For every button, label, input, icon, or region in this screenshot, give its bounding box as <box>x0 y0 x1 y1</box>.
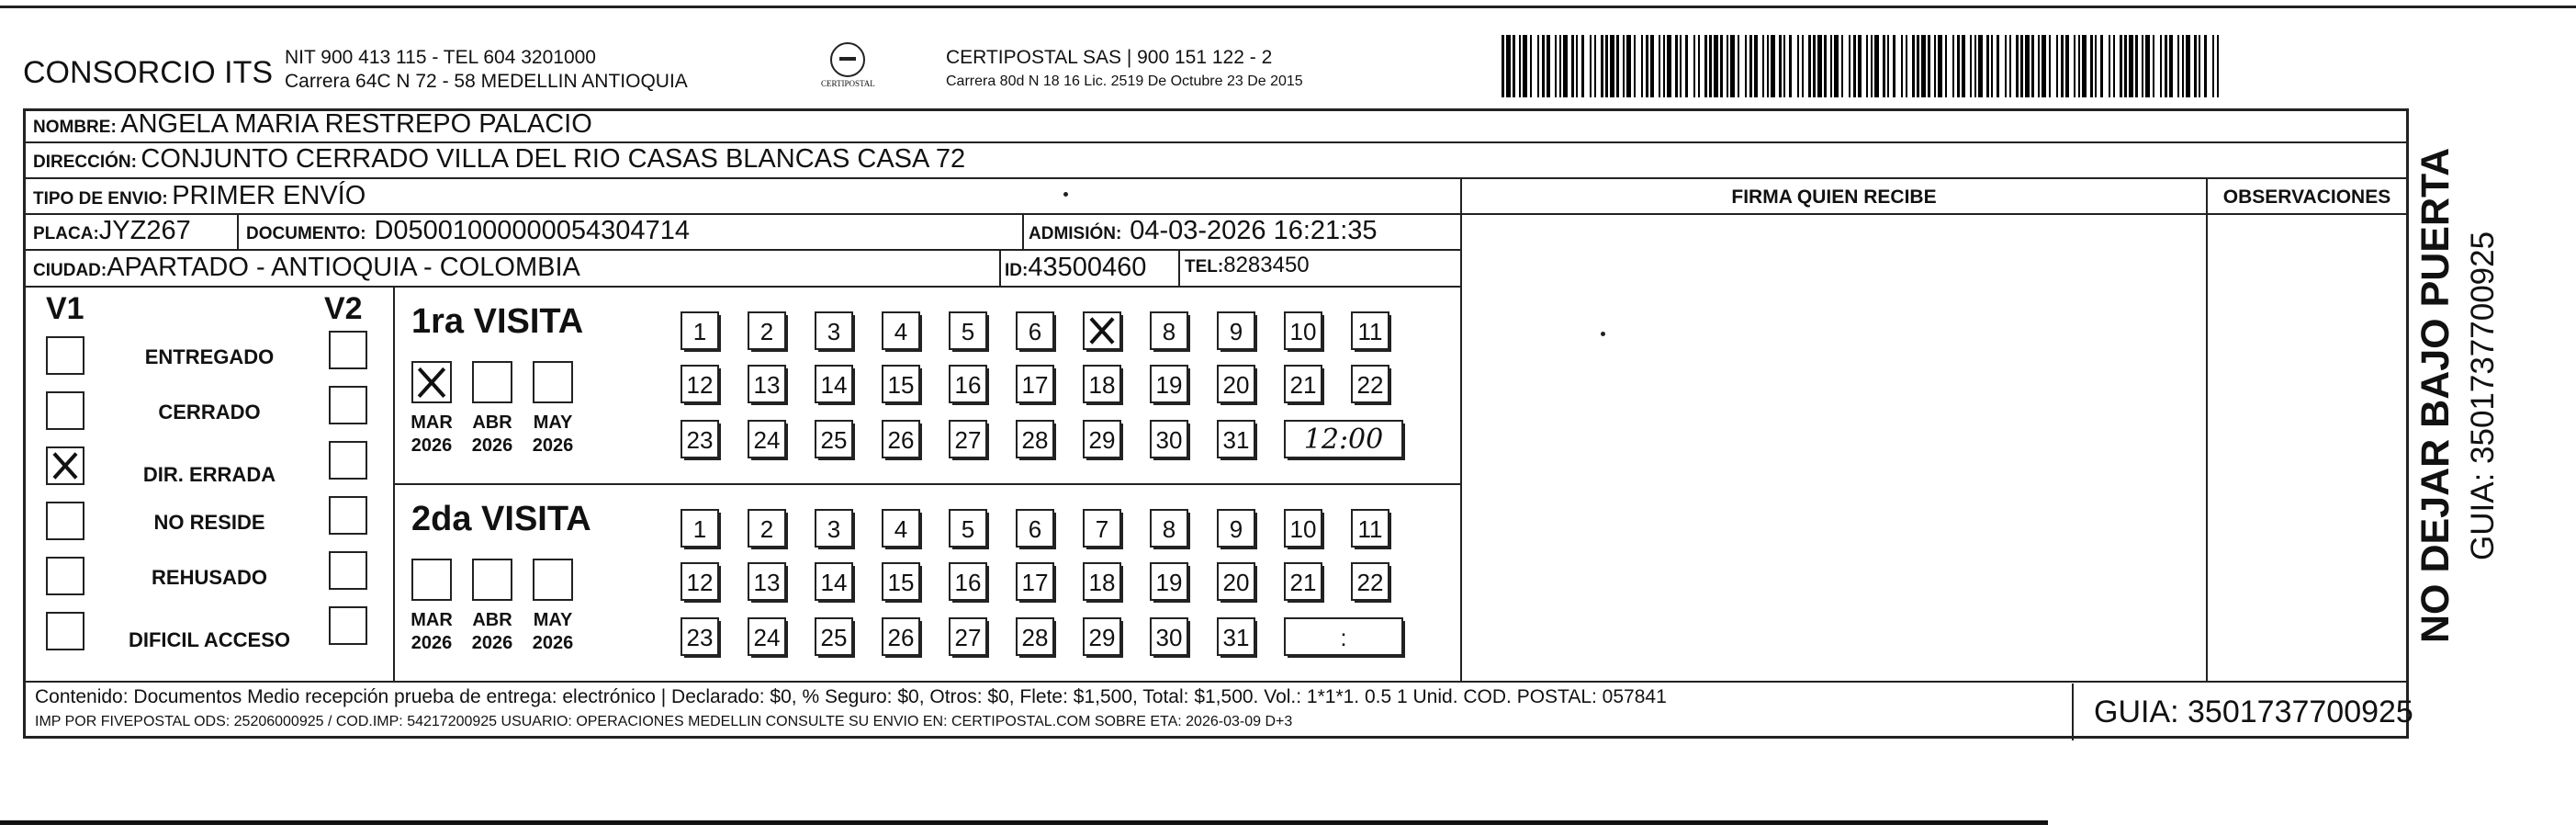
day-box[interactable]: 12 <box>681 365 719 403</box>
v2-header: V2 <box>324 291 363 326</box>
day-box[interactable]: 30 <box>1150 617 1188 656</box>
day-box[interactable]: 26 <box>882 420 920 458</box>
certipostal-line1: CERTIPOSTAL SAS | 900 151 122 - 2 <box>946 47 1273 68</box>
day-box[interactable]: 10 <box>1284 311 1322 350</box>
month-label: MAR 2026 <box>411 610 453 653</box>
barcode <box>1502 35 2227 97</box>
day-box[interactable]: 13 <box>748 365 786 403</box>
month-label: MAY 2026 <box>532 412 574 456</box>
day-box[interactable]: 2 <box>748 509 786 548</box>
day-box[interactable]: 5 <box>949 509 987 548</box>
day-box[interactable]: 23 <box>681 420 719 458</box>
nit-line: NIT 900 413 115 - TEL 604 3201000 <box>285 47 596 68</box>
day-box[interactable]: 8 <box>1150 509 1188 548</box>
day-box[interactable]: 18 <box>1083 562 1121 601</box>
x-mark-icon <box>51 452 79 480</box>
certipostal-info <box>946 46 1303 94</box>
nombre-field: NOMBRE: ANGELA MARIA RESTREPO PALACIO <box>33 109 592 139</box>
day-box[interactable]: 28 <box>1016 617 1054 656</box>
day-box[interactable]: 19 <box>1150 365 1188 403</box>
day-box[interactable]: 22 <box>1351 562 1389 601</box>
guia-number: GUIA: 3501737700925 <box>2094 695 2413 729</box>
v2-checkbox[interactable] <box>329 331 367 369</box>
day-box[interactable]: 6 <box>1016 311 1054 350</box>
v1-checkbox[interactable] <box>46 336 84 375</box>
day-box[interactable]: 15 <box>882 365 920 403</box>
company-name: CONSORCIO ITS <box>23 55 274 90</box>
direccion-field: DIRECCIÓN: CONJUNTO CERRADO VILLA DEL RIO CASAS BLANCAS CASA 72 <box>33 144 966 174</box>
day-box[interactable]: 26 <box>882 617 920 656</box>
documento-field: DOCUMENTO: D05001000000054304714 <box>246 216 690 245</box>
x-mark-icon <box>1088 317 1116 345</box>
day-box[interactable]: 30 <box>1150 420 1188 458</box>
time-box[interactable]: : <box>1284 617 1403 656</box>
day-box[interactable]: 4 <box>882 509 920 548</box>
day-box[interactable]: 21 <box>1284 365 1322 403</box>
day-box[interactable]: 22 <box>1351 365 1389 403</box>
v1-checkbox[interactable] <box>46 446 84 485</box>
v1-header: V1 <box>46 291 84 326</box>
day-box[interactable]: 27 <box>949 617 987 656</box>
day-box[interactable]: 1 <box>681 311 719 350</box>
certipostal-line2: Carrera 80d N 18 16 Lic. 2519 De Octubre 23 De 2015 <box>946 73 1303 89</box>
month-checkbox[interactable] <box>472 559 512 601</box>
day-box[interactable]: 29 <box>1083 617 1121 656</box>
day-box[interactable]: 24 <box>748 420 786 458</box>
visit-title: 2da VISITA <box>411 500 591 538</box>
status-label: ENTREGADO <box>144 345 275 368</box>
day-box[interactable]: 18 <box>1083 365 1121 403</box>
day-box[interactable]: 4 <box>882 311 920 350</box>
month-label: ABR 2026 <box>471 610 513 653</box>
day-box[interactable]: 9 <box>1217 509 1255 548</box>
month-checkbox[interactable] <box>472 361 512 403</box>
day-box[interactable]: 5 <box>949 311 987 350</box>
status-label: CERRADO <box>158 401 261 424</box>
visit-title: 1ra VISITA <box>411 302 584 341</box>
tipo-envio-field: TIPO DE ENVIO: PRIMER ENVÍO <box>33 181 366 210</box>
day-box[interactable]: 24 <box>748 617 786 656</box>
day-box[interactable]: 31 <box>1217 617 1255 656</box>
tel-field: TEL:8283450 <box>1185 253 1310 277</box>
month-label: MAR 2026 <box>411 412 453 456</box>
v2-checkbox[interactable] <box>329 551 367 590</box>
day-box[interactable]: 2 <box>748 311 786 350</box>
month-label: MAY 2026 <box>532 610 574 653</box>
day-box[interactable]: 23 <box>681 617 719 656</box>
side-guia: GUIA: 3501737700925 <box>2465 231 2501 560</box>
day-box[interactable]: 14 <box>815 365 853 403</box>
day-box[interactable]: 16 <box>949 365 987 403</box>
month-label: ABR 2026 <box>471 412 513 456</box>
month-checkbox[interactable] <box>411 361 452 403</box>
barcode-bar <box>2217 35 2219 97</box>
address-line: Carrera 64C N 72 - 58 MEDELLIN ANTIOQUIA <box>285 71 688 92</box>
day-box[interactable]: 27 <box>949 420 987 458</box>
firma-header: FIRMA QUIEN RECIBE <box>1731 186 1937 208</box>
day-box[interactable]: 31 <box>1217 420 1255 458</box>
ciudad-field: CIUDAD:APARTADO - ANTIOQUIA - COLOMBIA <box>33 253 580 282</box>
day-box[interactable]: 29 <box>1083 420 1121 458</box>
day-box[interactable]: 3 <box>815 311 853 350</box>
month-checkbox[interactable] <box>411 559 452 601</box>
day-box[interactable]: 19 <box>1150 562 1188 601</box>
status-label: DIFICIL ACCESO <box>128 628 290 651</box>
company-info <box>285 46 688 94</box>
id-field: ID:43500460 <box>1005 253 1147 282</box>
no-dejar-notice: NO DEJAR BAJO PUERTA <box>2413 147 2458 643</box>
day-box[interactable]: 17 <box>1016 365 1054 403</box>
observaciones-header: OBSERVACIONES <box>2222 186 2391 208</box>
v2-checkbox[interactable] <box>329 496 367 535</box>
day-box[interactable]: 8 <box>1150 311 1188 350</box>
day-box[interactable] <box>1083 311 1121 350</box>
day-box[interactable]: 10 <box>1284 509 1322 548</box>
v1-checkbox[interactable] <box>46 557 84 595</box>
guia-box <box>2072 683 2413 740</box>
v2-checkbox[interactable] <box>329 606 367 645</box>
day-box[interactable]: 11 <box>1351 509 1389 548</box>
day-box[interactable]: 15 <box>882 562 920 601</box>
time-box[interactable]: 12:00 <box>1284 420 1403 458</box>
day-box[interactable]: 16 <box>949 562 987 601</box>
v1-checkbox[interactable] <box>46 502 84 540</box>
month-checkbox[interactable] <box>533 361 573 403</box>
v2-checkbox[interactable] <box>329 386 367 424</box>
footer-content: Contenido: Documentos Medio recepción prueba de entrega: electrónico | Declarado: $0, % Seguro: $0, Otros: $0, Flete: $1,500, Total: $1,500. Vol.: 1*1*1. 0.5 1 Unid. COD. POSTAL: 057841 <box>35 686 1667 707</box>
day-box[interactable]: 14 <box>815 562 853 601</box>
day-box[interactable]: 1 <box>681 509 719 548</box>
bottom-rule <box>0 820 2048 825</box>
day-box[interactable]: 20 <box>1217 365 1255 403</box>
day-box[interactable]: 25 <box>815 617 853 656</box>
day-box[interactable]: 25 <box>815 420 853 458</box>
logo-text: CERTIPOSTAL <box>821 79 875 88</box>
day-box[interactable]: 6 <box>1016 509 1054 548</box>
month-checkbox[interactable] <box>533 559 573 601</box>
day-box[interactable]: 7 <box>1083 509 1121 548</box>
logo-icon <box>830 42 865 77</box>
day-box[interactable]: 17 <box>1016 562 1054 601</box>
v1-checkbox[interactable] <box>46 612 84 650</box>
status-label: REHUSADO <box>152 566 267 589</box>
top-rule <box>0 6 2576 8</box>
placa-field: PLACA:JYZ267 <box>33 216 191 245</box>
day-box[interactable]: 13 <box>748 562 786 601</box>
day-box[interactable]: 21 <box>1284 562 1322 601</box>
day-box[interactable]: 3 <box>815 509 853 548</box>
x-mark-icon <box>417 367 446 398</box>
v2-checkbox[interactable] <box>329 441 367 480</box>
day-box[interactable]: 12 <box>681 562 719 601</box>
day-box[interactable]: 20 <box>1217 562 1255 601</box>
delivery-form <box>23 108 2413 739</box>
day-box[interactable]: 11 <box>1351 311 1389 350</box>
admision-field: ADMISIÓN: 04-03-2026 16:21:35 <box>1029 216 1378 245</box>
certipostal-logo <box>821 42 876 103</box>
footer-print-info: IMP POR FIVEPOSTAL ODS: 25206000925 / COD.IMP: 54217200925 USUARIO: OPERACIONES MEDELLIN CONSULTE SU ENVIO EN: CERTIPOSTAL.COM SOBRE ETA: 2026-03-09 D+3 <box>35 714 1293 729</box>
v1-checkbox[interactable] <box>46 391 84 430</box>
status-label: DIR. ERRADA <box>142 463 276 486</box>
day-box[interactable]: 28 <box>1016 420 1054 458</box>
day-box[interactable]: 9 <box>1217 311 1255 350</box>
status-label: NO RESIDE <box>153 511 265 534</box>
